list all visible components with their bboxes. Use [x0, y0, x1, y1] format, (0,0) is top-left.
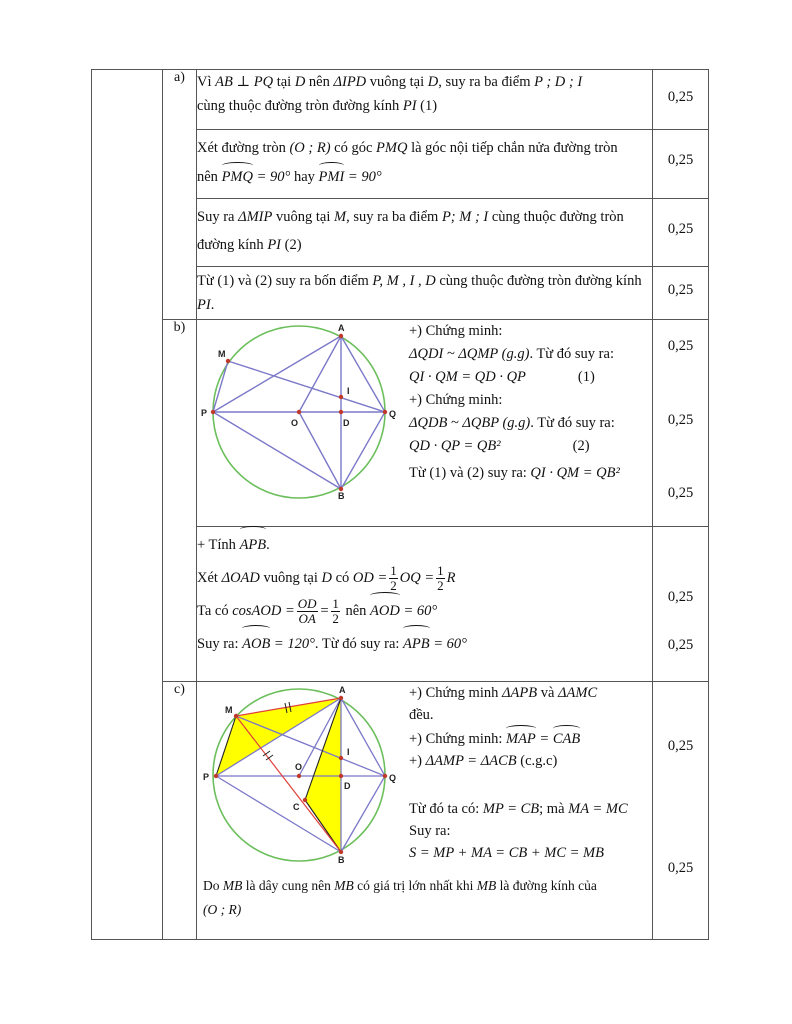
text: Do: [203, 878, 220, 893]
label-A: A: [339, 685, 346, 695]
math: = 90°: [256, 169, 291, 185]
math: MB: [476, 878, 497, 893]
step-a3: [197, 199, 653, 267]
label-P: P: [203, 772, 210, 782]
part-label-c: c): [163, 682, 197, 940]
label-O: O: [291, 418, 299, 428]
step-b1: [197, 320, 653, 527]
step-c: [197, 682, 653, 940]
text: +) Chứng minh:: [409, 392, 503, 408]
answer-table: [91, 69, 709, 940]
score-value: 0,25: [667, 738, 694, 754]
row-b-1: [92, 320, 709, 527]
math: M: [334, 209, 347, 225]
math: R: [446, 570, 456, 586]
label-Q: Q: [389, 773, 397, 783]
text: Ta có: [197, 603, 229, 619]
text: có: [335, 570, 350, 586]
score-a4: [653, 267, 709, 320]
text: cùng thuộc đường tròn đường kính: [197, 209, 624, 253]
text: +) Chứng minh: [409, 685, 499, 701]
math: MP = CB: [482, 801, 540, 817]
text: (2): [572, 438, 590, 454]
score-value: 0,25: [667, 485, 694, 501]
fraction: [436, 564, 445, 593]
math: D: [321, 570, 332, 586]
score-value: 0,25: [667, 637, 694, 653]
figure-b: [197, 320, 409, 500]
angle: PMI: [319, 165, 345, 189]
score-b1: [653, 320, 709, 527]
math: =: [539, 731, 550, 747]
text: +) Chứng minh:: [409, 323, 503, 339]
math: = 90°: [347, 169, 382, 185]
text: vuông tại: [369, 74, 425, 90]
angle: AOB: [242, 628, 270, 661]
text: Xét đường tròn: [197, 140, 286, 156]
denominator: 2: [437, 578, 444, 594]
label-B: B: [338, 855, 345, 865]
math: MB: [334, 878, 354, 893]
text: hay: [293, 169, 315, 185]
denominator: OA: [298, 611, 316, 627]
part-label-a: a): [163, 70, 197, 320]
math: D: [427, 74, 439, 90]
angle: CAB: [553, 728, 580, 750]
label-M: M: [218, 349, 226, 359]
math: ΔMIP: [238, 209, 273, 225]
label-C: C: [293, 802, 300, 812]
score-value: 0,25: [667, 221, 694, 237]
text: cùng thuộc đường tròn đường kính: [439, 273, 642, 289]
fraction: [331, 597, 340, 626]
part-label-b: b): [163, 320, 197, 682]
angle: APB: [403, 628, 430, 661]
label-P: P: [201, 408, 208, 418]
score-value: 0,25: [667, 282, 694, 298]
text: và: [540, 685, 555, 701]
label-A: A: [338, 323, 345, 333]
score-a3: [653, 199, 709, 267]
text: Từ (1) và (2) suy ra bốn điểm: [197, 273, 369, 289]
text: (2): [284, 237, 302, 253]
math: QD · QP = QB²: [409, 438, 501, 454]
math: ΔQDI ~ ΔQMP (g.g): [409, 346, 530, 362]
step-a2: [197, 130, 653, 199]
score-c: [653, 682, 709, 940]
text: (1): [577, 369, 595, 385]
numerator: OD: [297, 596, 317, 612]
row-a-1: [92, 70, 709, 130]
text: là góc nội tiếp chắn nửa đường tròn: [411, 140, 618, 156]
text: đều.: [409, 707, 434, 723]
score-b2: [653, 527, 709, 682]
score-value: 0,25: [667, 89, 694, 105]
math: MB: [222, 878, 243, 893]
label-I: I: [347, 386, 350, 396]
math: D: [294, 74, 306, 90]
text: , suy ra ba điểm: [438, 74, 531, 90]
math: PI: [197, 297, 211, 313]
step-b2: [197, 527, 653, 682]
text: là đường kính của: [499, 878, 597, 893]
proof-c: [409, 682, 652, 868]
math: PI: [267, 237, 281, 253]
math: P ; D ; I: [534, 74, 583, 90]
math: AB ⊥ PQ: [215, 74, 274, 90]
label-B: B: [338, 491, 345, 500]
text: có góc: [334, 140, 373, 156]
math: (O ; R): [289, 140, 331, 156]
math: =: [319, 603, 330, 619]
text: (c.g.c): [520, 753, 558, 769]
text: . Từ đó suy ra:: [529, 346, 614, 362]
text: . Từ đó suy ra:: [530, 415, 615, 431]
text: nên: [345, 603, 367, 619]
score-value: 0,25: [667, 412, 694, 428]
fraction: [389, 564, 398, 593]
row-c: [92, 682, 709, 940]
text: Suy ra:: [197, 636, 239, 652]
label-D: D: [344, 781, 351, 791]
text: .: [210, 297, 215, 313]
score-a1: [653, 70, 709, 130]
numerator: 1: [437, 563, 444, 579]
math: MA = MC: [568, 801, 628, 817]
math: PMQ: [376, 140, 408, 156]
figure-c: [197, 682, 409, 868]
math: (O ; R): [203, 902, 242, 917]
text: tại: [276, 74, 292, 90]
step-a4: [197, 267, 653, 320]
text: vuông tại: [263, 570, 318, 586]
math: P; M ; I: [441, 209, 489, 225]
math: ΔAPB: [501, 685, 538, 701]
text: + Tính: [197, 537, 236, 553]
math: ΔOAD: [221, 570, 260, 586]
text: Xét: [197, 570, 218, 586]
score-value: 0,25: [667, 152, 694, 168]
text: nên: [308, 74, 330, 90]
text: Vì: [197, 74, 212, 90]
score-value: 0,25: [667, 860, 694, 876]
text: (1): [420, 98, 438, 114]
angle: PMQ: [222, 165, 253, 189]
text: , suy ra ba điểm: [346, 209, 439, 225]
math: = 60°: [433, 636, 467, 652]
text: ; mà: [539, 801, 565, 817]
text: vuông tại: [276, 209, 331, 225]
math: P, M , I , D: [372, 273, 436, 289]
text: Từ (1) và (2) suy ra:: [409, 465, 527, 481]
text: .: [266, 537, 270, 553]
angle: AOD: [370, 595, 400, 628]
text: Từ đó ta có:: [409, 801, 480, 817]
label-Q: Q: [389, 409, 397, 419]
text: nên: [197, 169, 218, 185]
math: ΔAMC: [558, 685, 598, 701]
label-D: D: [343, 418, 350, 428]
math: = 60°: [403, 603, 438, 619]
numerator: 1: [390, 563, 397, 579]
angle: MAP: [506, 728, 536, 750]
math: ΔAMP = ΔACB: [425, 753, 517, 769]
math: = 120°: [273, 636, 315, 652]
score-a2: [653, 130, 709, 199]
text: Suy ra: [197, 209, 235, 225]
math: OQ =: [399, 570, 435, 586]
math: S = MP + MA = CB + MC = MB: [409, 845, 604, 861]
conclusion-c: [197, 868, 652, 924]
step-a1: [197, 70, 653, 130]
denominator: 2: [390, 578, 397, 594]
label-O: O: [295, 762, 303, 772]
score-value: 0,25: [667, 338, 694, 354]
proof-b: [409, 320, 652, 500]
text: Suy ra:: [409, 823, 451, 839]
math: cosAOD =: [232, 603, 295, 619]
angle: APB: [240, 529, 267, 562]
blank-column: [92, 70, 163, 940]
label-I: I: [347, 747, 350, 757]
denominator: 2: [332, 611, 339, 627]
text: cùng thuộc đường tròn đường kính: [197, 98, 400, 114]
text: +): [409, 753, 423, 769]
text: +) Chứng minh:: [409, 731, 503, 747]
label-M: M: [225, 705, 233, 715]
math: ΔQDB ~ ΔQBP (g.g): [409, 415, 531, 431]
math: QI · QM = QB²: [530, 465, 620, 481]
text: có giá trị lớn nhất khi: [357, 878, 474, 893]
math: OD =: [352, 570, 388, 586]
math: PI: [402, 98, 417, 114]
math: ΔIPD: [333, 74, 367, 90]
math: QI · QM = QD · QP: [409, 369, 526, 385]
numerator: 1: [332, 596, 339, 612]
score-value: 0,25: [667, 589, 694, 605]
text: . Từ đó suy ra:: [314, 636, 400, 652]
text: là dây cung nên: [245, 878, 331, 893]
fraction: [297, 597, 318, 626]
